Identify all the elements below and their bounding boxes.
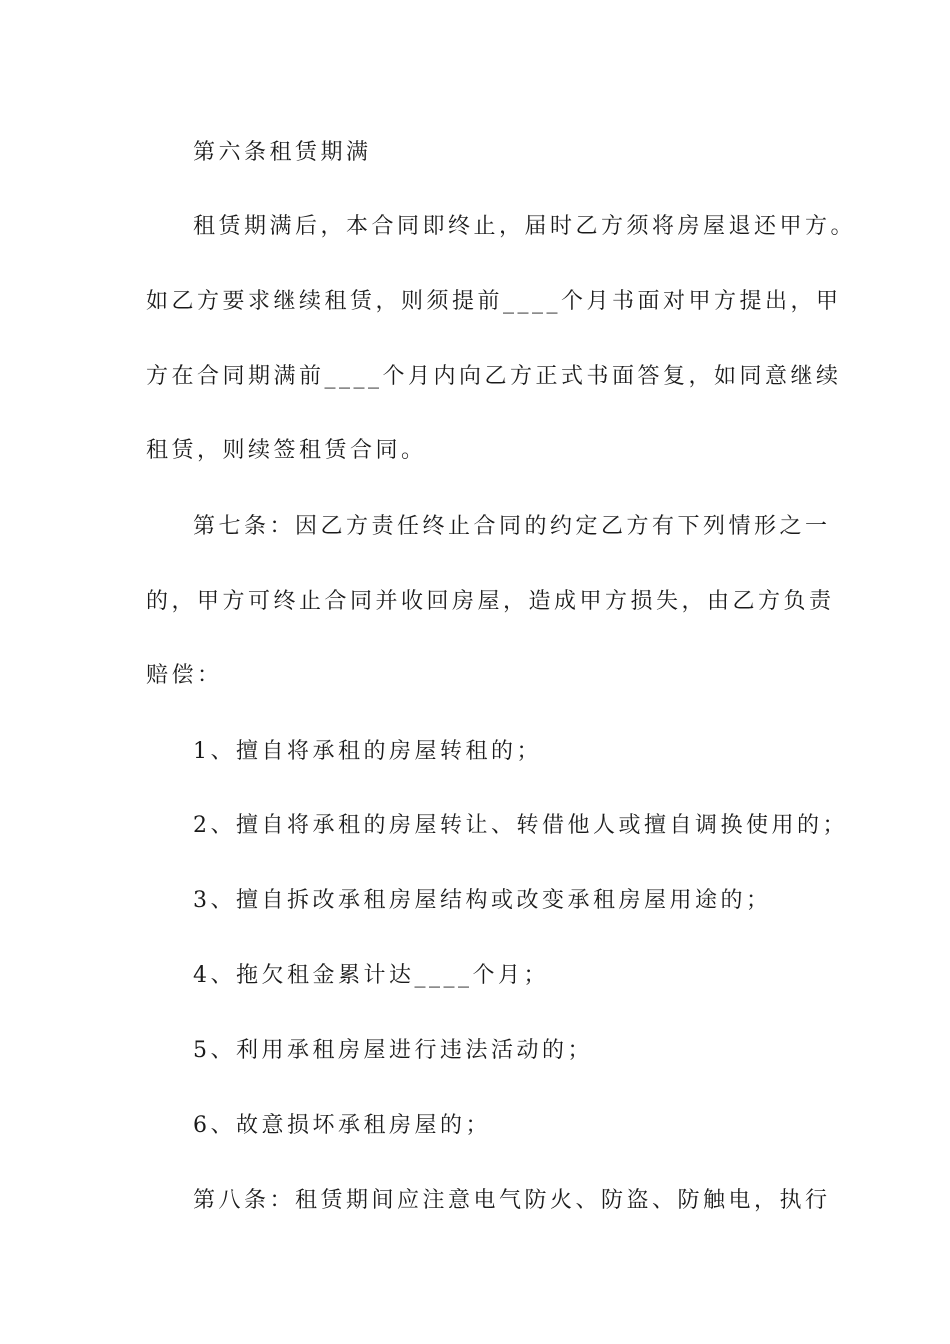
paragraph-line: 的，甲方可终止合同并收回房屋，造成甲方损失，由乙方负责 [146, 589, 835, 614]
article-7-heading: 第七条：因乙方责任终止合同的约定乙方有下列情形之一 [193, 514, 831, 539]
paragraph-line: 方在合同期满前____个月内向乙方正式书面答复，如同意继续 [146, 364, 842, 389]
list-item: 1、擅自将承租的房屋转租的； [193, 739, 542, 764]
list-item: 4、拖欠租金累计达____个月； [193, 963, 549, 988]
paragraph-line: 赔偿： [146, 663, 223, 688]
list-item: 3、擅自拆改承租房屋结构或改变承租房屋用途的； [193, 888, 772, 913]
list-item: 5、利用承租房屋进行违法活动的； [193, 1038, 593, 1063]
article-6-heading: 第六条租赁期满 [193, 140, 372, 165]
paragraph-line: 租赁期满后，本合同即终止，届时乙方须将房屋退还甲方。 [193, 214, 857, 239]
article-8-heading: 第八条：租赁期间应注意电气防火、防盗、防触电，执行 [193, 1188, 831, 1213]
list-item: 2、擅自将承租的房屋转让、转借他人或擅自调换使用的； [193, 813, 848, 838]
paragraph-line: 租赁，则续签租赁合同。 [146, 438, 427, 463]
list-item: 6、故意损坏承租房屋的； [193, 1113, 491, 1138]
paragraph-line: 如乙方要求继续租赁，则须提前____个月书面对甲方提出，甲 [146, 289, 842, 314]
